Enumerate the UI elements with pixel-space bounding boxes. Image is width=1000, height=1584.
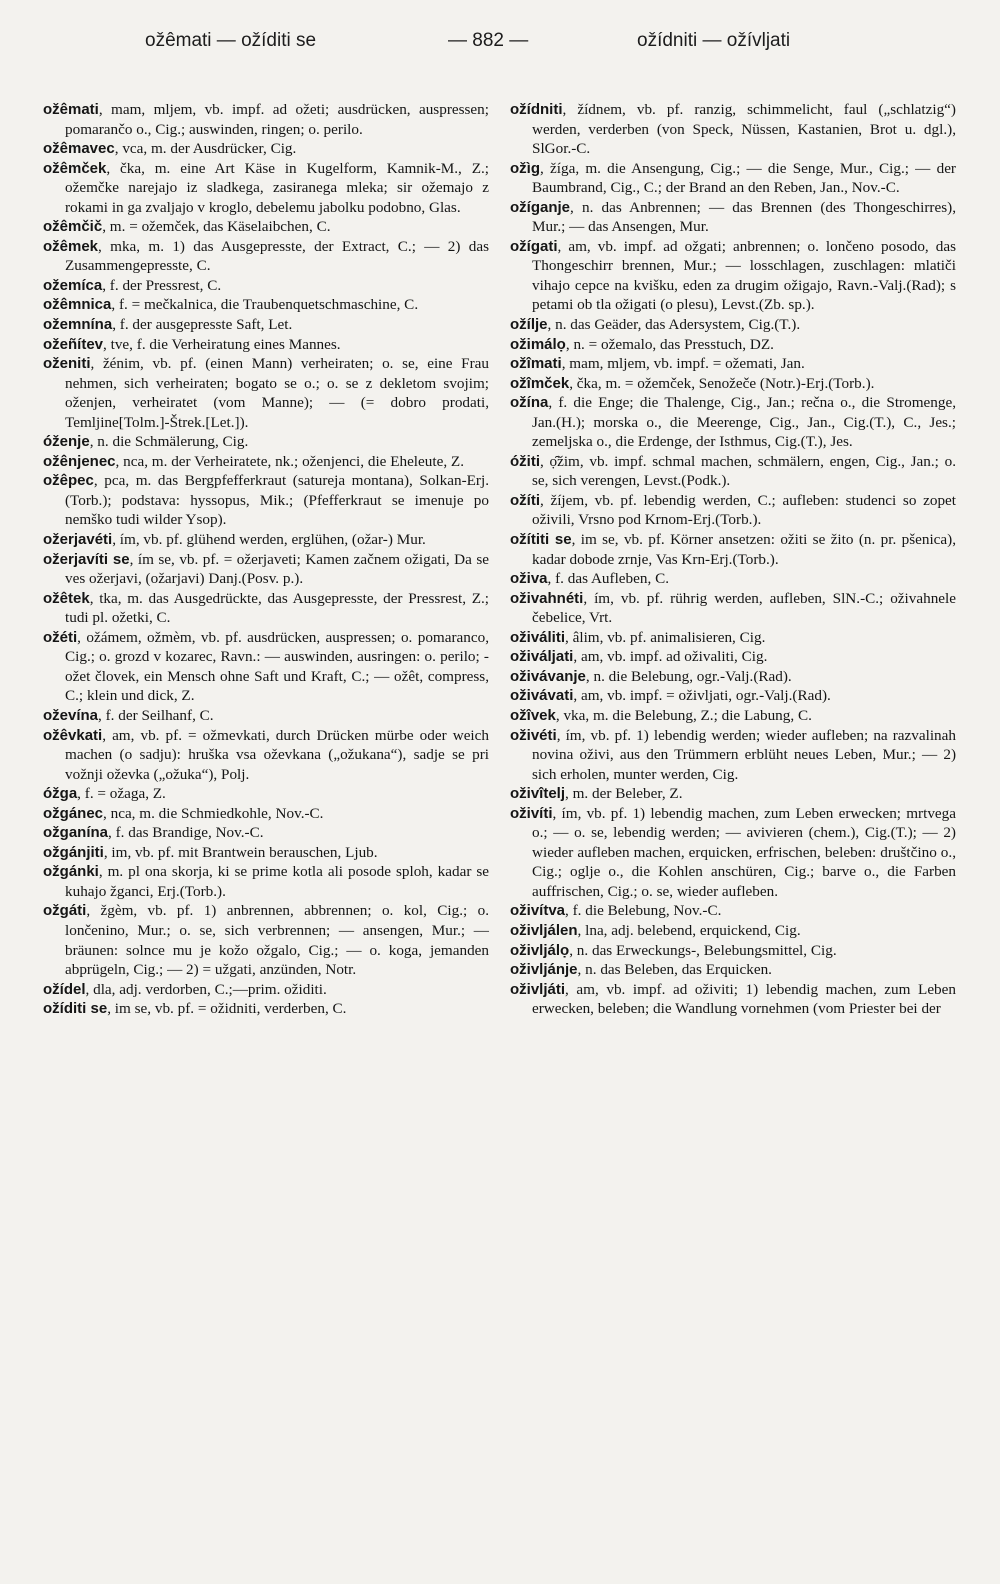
dictionary-entry [510,335,956,355]
entry-headword: oživávati [510,687,574,705]
entry-headword: ožemíca [43,276,103,294]
entry-definition: , ím, vb. pf. glühend werden, erglühen, (ožar-) Mur. [112,531,426,549]
entry-definition: , ọ̑žim, vb. impf. schmal machen, schmälern, engen, Cig., Jan.; o. se, sich verengen, Levst.(Podk.). [532,452,956,490]
dictionary-entry [510,980,956,1019]
entry-definition: , m. = ožemček, das Käselaibchen, C. [102,218,331,236]
dictionary-entry [43,862,489,901]
entry-definition: , am, vb. pf. = ožmevkati, durch Drücken mürbe oder weich machen (o sadju): hruška vsa oževkana („ožukana“), sadje se pri vožnji oževka („ožuka“), Polj. [65,726,489,783]
entry-headword: ožgánki [43,863,99,881]
entry-headword: ožerjavíti se [43,550,130,568]
dictionary-entry [510,901,956,921]
dictionary-entry [43,999,489,1019]
entry-headword: oživljálọ [510,941,570,959]
entry-definition: , ím, vb. pf. rührig werden, aufleben, SlN.-C.; oživahnele čebelice, Vrt. [532,589,956,627]
entry-definition: , tka, m. das Ausgedrückte, das Ausgepresste, der Pressrest, Z.; tudi pl. ožetki, C. [65,589,489,627]
entry-definition: , im se, vb. pf. Körner ansetzen: ožiti se žito (n. pr. pšenica), kadar dobode zrnje, Vas Krn-Erj.(Torb.). [532,531,956,568]
dictionary-entry [43,139,489,159]
entry-headword: ožêmček [43,159,107,177]
entry-definition: , ím, vb. pf. 1) lebendig machen, zum Leben erwecken; mrtvega o.; — o. se, lebendig werden; — avivieren (chem.), Cig.(T.); — 2) wieder aufleben machen, erquicken, erfrischen, beleben: društčino o., Cig.; oglje o., die Kohlen anschüren, Cig.; barve o., die Farben auffrischen, Cig.; o. se, wieder aufleben. [532,804,956,900]
entry-definition: , n. das Anbrennen; — das Brennen (des Thongeschirres), Mur.; — das Ansengen, Mur. [532,198,956,236]
entry-headword: oživîtelj [510,785,566,803]
entry-headword: ožítiti se [510,531,572,549]
entry-headword: ožgáti [43,902,87,920]
entry-headword: ožgánjiti [43,843,104,861]
entry-definition: , am, vb. impf. ad oživaliti, Cig. [573,648,768,666]
dictionary-entry [43,550,489,589]
dictionary-entry [43,901,489,979]
page-header [0,30,1000,60]
dictionary-entry [510,198,956,237]
entry-definition: , žgèm, vb. pf. 1) anbrennen, abbrennen; o. kol, Cig.; o. lončenino, Mur.; o. se, sich verbrennen; — ansengen, Mur.; — bräunen: solnce mu je kožo ožgalo, Cig.; — o. koga, jemanden abprügeln, Cig.; — 2) = užgati, anzünden, Notr. [65,902,489,979]
dictionary-entry [43,784,489,804]
entry-headword: ožgánec [43,804,104,822]
entry-headword: oživa [510,570,548,588]
entry-definition: , nca, m. der Verheiratete, nk.; oženjenci, die Eheleute, Z. [115,452,464,470]
entry-definition: , žénim, vb. pf. (einen Mann) verheiraten; o. se, eine Frau nehmen, sich verheiraten; bogato se o.; o. se z dekletom svojim; oženjen, verheiratet (vom Manne); — (= dobro prodati, Temljine[Tolm.]-Štrek.[Let.]). [65,355,489,431]
dictionary-entry [43,100,489,139]
entry-headword: oživahnéti [510,589,584,607]
entry-headword: ožêmnica [43,296,112,314]
entry-definition: , n. die Schmälerung, Cig. [89,433,249,451]
entry-definition: , lna, adj. belebend, erquickend, Cig. [577,921,801,939]
dictionary-entry [510,706,956,726]
dictionary-entry [43,276,489,296]
entry-headword: ožìg [510,159,540,177]
entry-definition: , im, vb. pf. mit Brantwein berauschen, Ljub. [103,843,378,861]
dictionary-entry [510,804,956,902]
dictionary-entry [510,159,956,198]
entry-headword: oživljánje [510,961,578,979]
left-column [43,100,489,1019]
dictionary-entry [510,354,956,374]
dictionary-entry [510,647,956,667]
entry-definition: , mam, mljem, vb. impf. = ožemati, Jan. [561,355,805,373]
entry-definition: , nca, m. die Schmiedkohle, Nov.-C. [103,804,324,822]
dictionary-entry [43,471,489,530]
dictionary-entry [510,726,956,785]
entry-definition: , am, vb. impf. ad oživiti; 1) lebendig machen, zum Leben erwecken, beleben; die Wandlung vornehmen (vom Priester bei der [532,980,956,1018]
entry-headword: ožídel [43,980,86,998]
entry-headword: óženje [43,433,90,451]
dictionary-entry [43,726,489,785]
entry-definition: , am, vb. impf. = oživljati, ogr.-Valj.(Rad). [573,687,831,705]
entry-definition: , žídnem, vb. pf. ranzig, schimmelicht, faul („schlatzig“) werden, verderben (von Speck, Nüssen, Kastanien, Brot u. dgl.), SlGor.-C. [532,101,956,158]
entry-headword: ožídniti [510,101,563,118]
entry-headword: ožêtek [43,589,90,607]
entry-headword: oživáljati [510,648,574,666]
entry-headword: ožíti [510,491,540,509]
entry-definition: , čka, m. = ožemček, Senožeče (Notr.)-Erj.(Torb.). [569,374,875,392]
entry-headword: ožíditi se [43,1000,108,1018]
entry-definition: , ím, vb. pf. 1) lebendig werden; wieder aufleben; na razvalinah novina oživi, aus den Trümmern erblüht neues Leben, Mur.; — 2) sich erholen, munter werden, Cig. [532,726,956,783]
dictionary-entry [43,237,489,276]
dictionary-entry [43,530,489,550]
entry-definition: , pca, m. das Bergpfefferkraut (satureja montana), Solkan-Erj.(Torb.); podstava: hyssopus, Mik.; (Pfefferkraut se imenuje po nemško tudi wilder Ysop). [65,472,489,529]
entry-definition: , m. der Beleber, Z. [565,785,683,803]
entry-headword: ožílje [510,316,548,334]
entry-definition: , f. der ausgepresste Saft, Let. [112,316,293,334]
entry-headword: óžiti [510,452,540,470]
entry-headword: oživáliti [510,628,566,646]
entry-headword: ožêmek [43,237,99,255]
dictionary-entry [43,159,489,218]
entry-definition: , f. = ožaga, Z. [77,785,166,803]
dictionary-entry [43,804,489,824]
entry-headword: ožîmati [510,355,562,373]
dictionary-entry [43,589,489,628]
dictionary-entry [43,217,489,237]
dictionary-entry [510,530,956,569]
entry-headword: oživítva [510,902,566,920]
dictionary-entry [43,354,489,432]
entry-definition: , im se, vb. pf. = ožidniti, verderben, C. [107,1000,347,1018]
dictionary-entry [43,432,489,452]
entry-definition: , mam, mljem, vb. impf. ad ožeti; ausdrücken, auspressen; pomarančo o., Cig.; auswinden, ringen; o. perilo. [65,101,489,138]
entry-definition: , čka, m. eine Art Käse in Kugelform, Kamnik-M., Z.; ožemčke narejajo iz sladkega, zasiranega mleka; sir ožemajo z rokami in ga zvaljajo v kroglo, debelemu jabolku podobno, Glas. [65,159,489,216]
entry-definition: , n. das Erweckungs-, Belebungsmittel, Cig. [569,941,837,959]
entry-headword: ožîmček [510,374,570,392]
dictionary-entry [510,393,956,452]
dictionary-entry [510,452,956,491]
entry-definition: , žíga, m. die Ansengung, Cig.; — die Senge, Mur., Cig.; — der Baumbrand, Cig., C.; der Brand an den Reben, Jan., Nov.-C. [532,159,956,197]
entry-headword: ožêmati [43,101,99,118]
running-head-right: ožídniti — ožívljati [637,30,791,51]
entry-definition: , f. das Aufleben, C. [547,570,669,588]
entry-headword: oživljáti [510,980,566,998]
entry-headword: oživéti [510,726,557,744]
entry-definition: , žíjem, vb. pf. lebendig werden, C.; aufleben: studenci so zopet oživili, Vrsno pod Krnom-Erj.(Torb.). [532,491,956,529]
dictionary-entry [43,335,489,355]
entry-definition: , f. = mečkalnica, die Traubenquetschmaschine, C. [111,296,419,314]
dictionary-entry [510,374,956,394]
entry-definition: , âlim, vb. pf. animalisieren, Cig. [565,628,766,646]
entry-headword: ožganína [43,824,109,842]
dictionary-entry [510,784,956,804]
dictionary-entry [510,686,956,706]
entry-definition: , ožámem, ožmèm, vb. pf. ausdrücken, auspressen; o. pomaranco, Cig.; o. grozd v kozarec, Ravn.: — auswinden, ausringen: o. perilo; - ožet človek, ein Mensch ohne Saft und Kraft, C.; — ožêt, compress, C.; klein und dick, Z. [65,628,489,705]
entry-headword: ožîvek [510,706,556,724]
entry-definition: , f. das Brandige, Nov.-C. [108,824,264,842]
entry-headword: ožemnína [43,316,113,334]
dictionary-entry [43,452,489,472]
dictionary-entry [510,960,956,980]
entry-definition: , ím se, vb. pf. = ožerjaveti; Kamen začnem ožigati, Da se ves ožerjavi, (ožarjavi) Danj.(Posv. p.). [65,550,489,588]
entry-headword: óžga [43,785,78,803]
dictionary-entry [43,628,489,706]
dictionary-entry [510,941,956,961]
dictionary-entry [43,980,489,1000]
entry-definition: , n. = ožemalo, das Presstuch, DZ. [565,335,774,353]
entry-definition: , mka, m. 1) das Ausgepresste, der Extract, C.; — 2) das Zusammengepresste, C. [65,237,489,275]
entry-headword: ožína [510,394,549,412]
entry-headword: ožeñítev [43,335,104,353]
entry-definition: , f. der Seilhanf, C. [98,706,214,724]
dictionary-entry [43,295,489,315]
entry-headword: ožíganje [510,198,571,216]
entry-headword: ožimálọ [510,335,566,353]
entry-definition: , vka, m. die Belebung, Z.; die Labung, C. [555,706,812,724]
entry-definition: , n. die Belebung, ogr.-Valj.(Rad). [585,667,792,685]
running-head-left: ožêmati — ožíditi se [145,30,317,51]
dictionary-entry [43,843,489,863]
entry-headword: oževína [43,706,99,724]
dictionary-entry [510,491,956,530]
dictionary-entry [510,589,956,628]
entry-headword: oženiti [43,355,91,373]
entry-definition: , f. die Belebung, Nov.-C. [565,902,722,920]
entry-headword: ožerjavéti [43,531,113,549]
dictionary-entry [43,823,489,843]
dictionary-entry [510,100,956,159]
entry-definition: , n. das Geäder, das Adersystem, Cig.(T.). [547,316,801,334]
entry-definition: , m. pl ona skorja, ki se prime kotla ali posode sploh, kadar se kuhajo žganci, Erj.(Torb.). [65,863,489,900]
entry-headword: ožêmavec [43,140,115,158]
entry-definition: , f. der Pressrest, C. [102,276,222,294]
dictionary-entry [510,315,956,335]
dictionary-entry [510,569,956,589]
entry-headword: oživávanje [510,667,586,685]
page-number: — 882 — [448,30,529,51]
right-column [510,100,956,1019]
entry-definition: , dla, adj. verdorben, C.;—prim. ožiditi. [85,980,327,998]
entry-headword: oživíti [510,804,553,822]
entry-headword: ožéti [43,628,78,646]
dictionary-entry [510,921,956,941]
entry-headword: ožênjenec [43,452,116,470]
entry-definition: , n. das Beleben, das Erquicken. [577,961,772,979]
entry-headword: ožêmčič [43,218,103,236]
entry-definition: , tve, f. die Verheiratung eines Mannes. [103,335,341,353]
dictionary-entry [43,315,489,335]
dictionary-entry [43,706,489,726]
dictionary-entry [510,667,956,687]
dictionary-entry [510,628,956,648]
entry-headword: ožêpec [43,472,94,490]
entry-headword: ožêvkati [43,726,103,744]
entry-headword: oživljálen [510,921,578,939]
entry-headword: ožígati [510,237,558,255]
entry-definition: , vca, m. der Ausdrücker, Cig. [114,140,297,158]
entry-definition: , am, vb. impf. ad ožgati; anbrennen; o. lončeno posodo, das Thongeschirr brennen, Mur.; — losschlagen, zuschlagen: mlatiči vihajo cepce na kvišku, eden za drugim ožigajo, Ravn.-Valj.(Rad); s petami ob tla ožigati (o plesu), Levst.(Zb. sp.). [532,237,956,314]
entry-definition: , f. die Enge; die Thalenge, Cig., Jan.; rečna o., die Stromenge, Jan.(H.); morska o., die Meerenge, Cig., Jan., Cig.(T.), C., Jes.; zemeljska o., die Erdenge, der Isthmus, Cig.(T.), Jes. [532,394,956,451]
dictionary-entry [510,237,956,315]
